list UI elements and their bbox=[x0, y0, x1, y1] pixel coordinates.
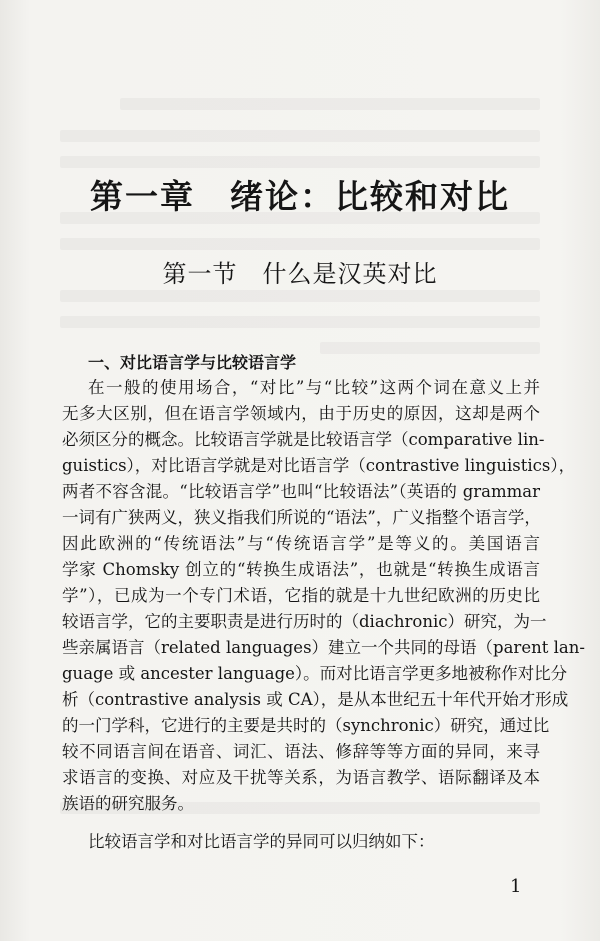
bleed-through-line bbox=[60, 316, 540, 328]
paragraph-line: 两者不容含混。“比较语言学”也叫“比较语法”（英语的 grammar bbox=[62, 482, 540, 501]
summary-line: 比较语言学和对比语言学的异同可以归纳如下： bbox=[88, 832, 435, 851]
paragraph-line: 较语言学，它的主要职责是进行历时的（diachronic）研究，为一 bbox=[62, 612, 547, 631]
chapter-title: 第一章 绪论：比较和对比 bbox=[90, 177, 510, 216]
paragraph-line: 必须区分的概念。比较语言学就是比较语言学（comparative lin- bbox=[62, 430, 545, 449]
bleed-through-line bbox=[60, 156, 540, 168]
page-number: 1 bbox=[510, 876, 522, 897]
paragraph-line: 族语的研究服务。 bbox=[62, 794, 194, 813]
paragraph-line: 较不同语言间在语音、词汇、语法、修辞等等方面的异同，来寻 bbox=[62, 742, 540, 761]
bleed-through-line bbox=[320, 342, 540, 354]
paragraph-line: 因此欧洲的“传统语法”与“传统语言学”是等义的。美国语言 bbox=[62, 534, 540, 553]
paragraph-line: 析（contrastive analysis 或 CA），是从本世纪五十年代开始才形成 bbox=[62, 690, 569, 709]
section-title: 第一节 什么是汉英对比 bbox=[162, 260, 438, 288]
paragraph-line: 学”），已成为一个专门术语，它指的就是十九世纪欧洲的历史比 bbox=[62, 586, 540, 605]
bleed-through-line bbox=[60, 290, 540, 302]
paragraph-line: 学家 Chomsky 创立的“转换生成语法”，也就是“转换生成语言 bbox=[62, 560, 540, 579]
body-paragraph bbox=[62, 375, 585, 817]
paragraph-line: guage 或 ancester language）。而对比语言学更多地被称作对比分 bbox=[62, 664, 568, 683]
paragraph-line: 无多大区别，但在语言学领域内，由于历史的原因，这却是两个 bbox=[62, 404, 540, 423]
bleed-through-line bbox=[60, 238, 540, 250]
paragraph-line: 些亲属语言（related languages）建立一个共同的母语（parent lan- bbox=[62, 638, 585, 657]
bleed-through-line bbox=[120, 98, 540, 110]
paragraph-line: 一词有广狭两义，狭义指我们所说的“语法”，广义指整个语言学， bbox=[62, 508, 541, 527]
bleed-through-line bbox=[60, 130, 540, 142]
paragraph-line: 在一般的使用场合，“对比”与“比较”这两个词在意义上并 bbox=[88, 378, 540, 397]
paragraph-line: 求语言的变换、对应及干扰等关系，为语言教学、语际翻译及本 bbox=[62, 768, 540, 787]
paragraph-line: guistics），对比语言学就是对比语言学（contrastive linguistics）， bbox=[62, 456, 576, 475]
subsection-heading: 一、对比语言学与比较语言学 bbox=[88, 353, 297, 372]
paragraph-line: 的一门学科，它进行的主要是共时的（synchronic）研究，通过比 bbox=[62, 716, 550, 735]
